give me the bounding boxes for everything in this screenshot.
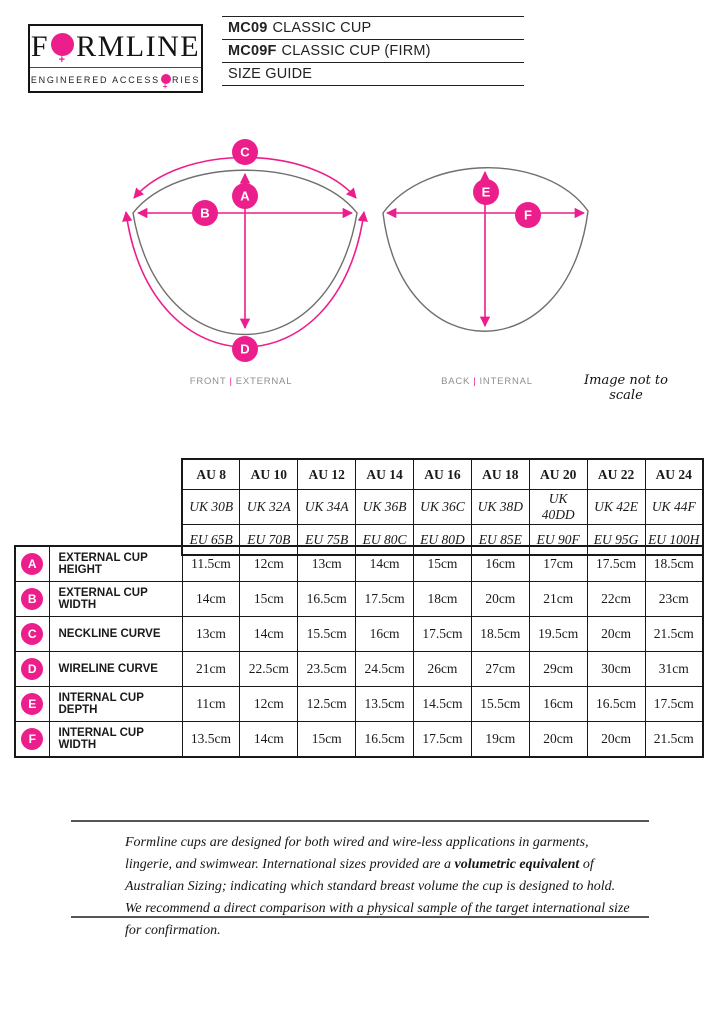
measure-value-cell: 11.5cm [182, 546, 240, 582]
au-size-cell: AU 14 [356, 459, 414, 490]
eu-size-cell: EU 90F [529, 525, 587, 556]
product-code: MC09 [228, 20, 268, 36]
eu-size-cell: EU 85E [471, 525, 529, 556]
footer-note: Formline cups are designed for both wired and wire-less applications in garments, lingerie, and swimwear. International sizes provided are a volumetric equivalent of Australian Sizing; indicating which standard breast volume the cup is designed to hold. We recommend a direct comparison with a physical sample of the target international size for confirmation. [125, 835, 630, 938]
au-size-cell: AU 22 [587, 459, 645, 490]
measure-row [15, 617, 703, 652]
measure-value-cell: 12cm [240, 687, 298, 722]
brand-tagline-post: RIES [171, 74, 201, 85]
measure-value-cell: 27cm [471, 652, 529, 687]
size-table-header [181, 458, 704, 556]
measure-value-cell: 12cm [240, 546, 298, 582]
measure-value-cell: 21.5cm [645, 617, 703, 652]
au-size-cell: AU 24 [645, 459, 703, 490]
measure-value-cell: 13cm [298, 546, 356, 582]
measure-value-cell: 17.5cm [645, 687, 703, 722]
au-size-cell: AU 8 [182, 459, 240, 490]
brand-name-post: RMLINE [76, 29, 201, 63]
label-divider: | [229, 376, 233, 387]
measure-value-cell: 18.5cm [471, 617, 529, 652]
measure-value-cell: 16.5cm [356, 722, 414, 758]
uk-size-cell: UK 34A [298, 490, 356, 525]
measure-value-cell: 14cm [182, 582, 240, 617]
measure-value-cell: 26cm [414, 652, 472, 687]
uk-size-cell: UK 30B [182, 490, 240, 525]
measure-value-cell: 31cm [645, 652, 703, 687]
measure-value-cell: 19.5cm [529, 617, 587, 652]
measure-value-cell: 21cm [182, 652, 240, 687]
product-title-block [222, 16, 524, 86]
label-divider: | [473, 376, 477, 387]
product-name: CLASSIC CUP [272, 20, 372, 36]
measure-value-cell: 11cm [182, 687, 240, 722]
marker-badge: B [21, 588, 43, 610]
marker-badge: A [21, 553, 43, 575]
eu-size-cell: EU 95G [587, 525, 645, 556]
svg-text:F: F [524, 207, 532, 223]
marker-badge-f [515, 202, 541, 228]
measure-value-cell: 20cm [587, 617, 645, 652]
measure-value-cell: 23.5cm [298, 652, 356, 687]
measure-value-cell: 18cm [414, 582, 472, 617]
measure-value-cell: 20cm [471, 582, 529, 617]
logo-box [28, 24, 203, 93]
measure-value-cell: 17cm [529, 546, 587, 582]
uk-size-cell: UK 38D [471, 490, 529, 525]
uk-size-cell: UK 44F [645, 490, 703, 525]
title-row-mc09f [222, 39, 524, 62]
measure-value-cell: 16cm [529, 687, 587, 722]
marker-badge-cell [15, 617, 49, 652]
eu-size-cell: EU 75B [298, 525, 356, 556]
au-size-cell: AU 20 [529, 459, 587, 490]
measure-row [15, 652, 703, 687]
au-size-cell: AU 12 [298, 459, 356, 490]
footer-note-box [71, 820, 649, 938]
measure-label: INTERNAL CUP DEPTH [49, 687, 182, 722]
measure-value-cell: 20cm [529, 722, 587, 758]
au-size-cell: AU 18 [471, 459, 529, 490]
measure-value-cell: 14cm [240, 617, 298, 652]
eu-size-cell: EU 70B [240, 525, 298, 556]
measure-value-cell: 23cm [645, 582, 703, 617]
measure-value-cell: 21cm [529, 582, 587, 617]
balloon-cup-icon [51, 33, 74, 56]
measure-value-cell: 17.5cm [414, 617, 472, 652]
uk-size-cell: UK 42E [587, 490, 645, 525]
brand-tagline [30, 68, 201, 91]
size-table-body [14, 545, 704, 758]
measure-row [15, 546, 703, 582]
measure-label: WIRELINE CURVE [49, 652, 182, 687]
measure-label: EXTERNAL CUP HEIGHT [49, 546, 182, 582]
measure-label: INTERNAL CUP WIDTH [49, 722, 182, 758]
measure-value-cell: 16cm [356, 617, 414, 652]
title-row-mc09 [222, 16, 524, 39]
measure-value-cell: 13.5cm [182, 722, 240, 758]
measure-row [15, 582, 703, 617]
measure-value-cell: 15cm [414, 546, 472, 582]
marker-badge-e [473, 179, 499, 205]
title-row-size-guide [222, 62, 524, 86]
measure-value-cell: 15cm [298, 722, 356, 758]
measure-value-cell: 15.5cm [298, 617, 356, 652]
au-size-cell: AU 10 [240, 459, 298, 490]
svg-text:E: E [481, 184, 491, 200]
svg-text:B: B [200, 205, 210, 221]
page-title: SIZE GUIDE [228, 66, 313, 82]
product-code: MC09F [228, 43, 277, 59]
measure-value-cell: 22cm [587, 582, 645, 617]
svg-text:D: D [240, 341, 250, 357]
marker-badge-d [232, 336, 258, 362]
marker-badge-cell [15, 687, 49, 722]
measure-value-cell: 18.5cm [645, 546, 703, 582]
measure-value-cell: 17.5cm [587, 546, 645, 582]
eu-size-cell: EU 100H [645, 525, 703, 556]
balloon-cup-small-icon [161, 74, 171, 84]
measure-value-cell: 14.5cm [414, 687, 472, 722]
marker-badge: E [21, 693, 43, 715]
measure-row [15, 722, 703, 758]
marker-badge-cell [15, 546, 49, 582]
marker-badge-a [232, 183, 258, 209]
svg-text:A: A [240, 188, 250, 204]
measure-value-cell: 17.5cm [356, 582, 414, 617]
brand-name [30, 26, 201, 67]
eu-size-cell: EU 80D [414, 525, 472, 556]
marker-badge-c [232, 139, 258, 165]
uk-size-cell: UK 36B [356, 490, 414, 525]
brand-name-pre: F [30, 29, 50, 63]
marker-badge-cell [15, 722, 49, 758]
footer-note-emphasis: volumetric equivalent [454, 857, 580, 872]
measure-value-cell: 16cm [471, 546, 529, 582]
measure-value-cell: 14cm [356, 546, 414, 582]
measure-value-cell: 20cm [587, 722, 645, 758]
uk-size-cell: UK 40DD [529, 490, 587, 525]
cup-measurement-diagram [0, 130, 720, 370]
au-size-cell-row [182, 459, 703, 490]
product-name: CLASSIC CUP (FIRM) [281, 43, 431, 59]
measure-value-cell: 16.5cm [298, 582, 356, 617]
measure-value-cell: 29cm [529, 652, 587, 687]
measure-value-cell: 30cm [587, 652, 645, 687]
measure-value-cell: 15.5cm [471, 687, 529, 722]
marker-badge: D [21, 658, 43, 680]
measure-value-cell: 17.5cm [414, 722, 472, 758]
front-external-label: FRONT | EXTERNAL [189, 376, 293, 387]
marker-badge: F [21, 728, 43, 750]
measure-row [15, 687, 703, 722]
measure-value-cell: 13.5cm [356, 687, 414, 722]
svg-text:C: C [240, 144, 250, 160]
measure-value-cell: 21.5cm [645, 722, 703, 758]
brand-tagline-pre: ENGINEERED ACCESS [30, 74, 160, 85]
measure-value-cell: 12.5cm [298, 687, 356, 722]
measure-value-cell: 15cm [240, 582, 298, 617]
back-internal-label: BACK | INTERNAL [441, 376, 533, 387]
measure-label: NECKLINE CURVE [49, 617, 182, 652]
uk-size-cell-row [182, 490, 703, 525]
uk-size-cell: UK 36C [414, 490, 472, 525]
measure-value-cell: 22.5cm [240, 652, 298, 687]
marker-badge-cell [15, 652, 49, 687]
marker-badge-cell [15, 582, 49, 617]
measure-value-cell: 16.5cm [587, 687, 645, 722]
uk-size-cell: UK 32A [240, 490, 298, 525]
measure-value-cell: 24.5cm [356, 652, 414, 687]
marker-badge-b [192, 200, 218, 226]
measure-value-cell: 14cm [240, 722, 298, 758]
marker-badge: C [21, 623, 43, 645]
scale-note: Image not to scale [584, 373, 668, 403]
measure-label: EXTERNAL CUP WIDTH [49, 582, 182, 617]
eu-size-cell: EU 80C [356, 525, 414, 556]
eu-size-cell: EU 65B [182, 525, 240, 556]
measure-value-cell: 13cm [182, 617, 240, 652]
measure-value-cell: 19cm [471, 722, 529, 758]
au-size-cell: AU 16 [414, 459, 472, 490]
